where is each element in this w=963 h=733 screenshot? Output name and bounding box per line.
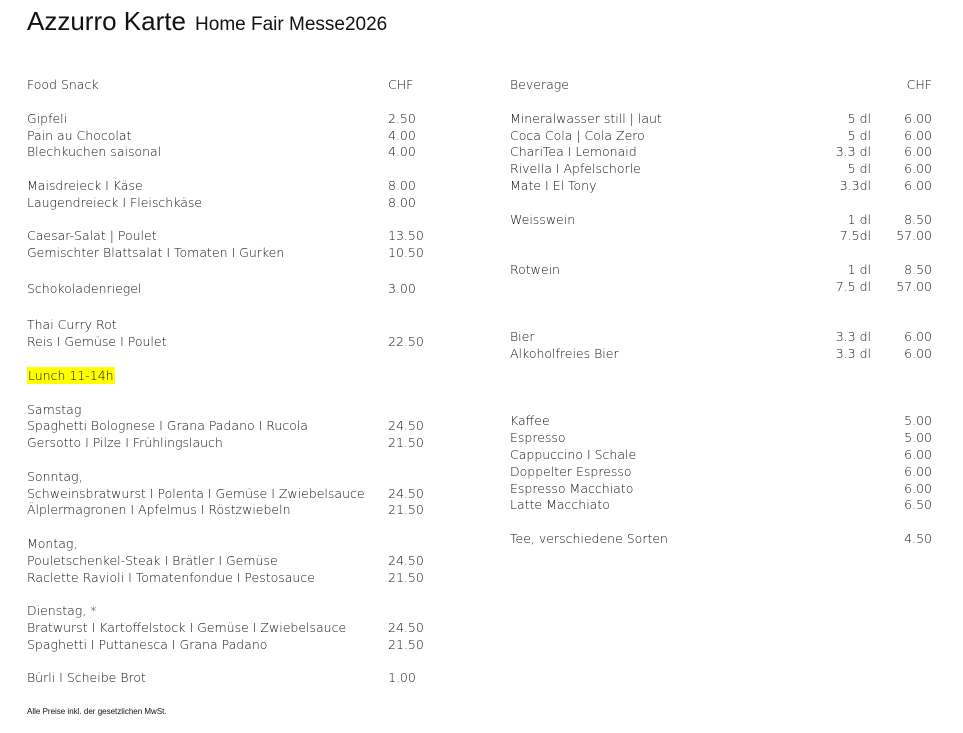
item-name: ChariTea I Lemonaid bbox=[510, 144, 637, 159]
food-item bbox=[27, 485, 427, 502]
beverage-header-row bbox=[510, 76, 932, 93]
item-price: 4.50 bbox=[904, 531, 932, 546]
item-price: 6.00 bbox=[904, 111, 932, 126]
item-name: Cappuccino I Schale bbox=[510, 447, 637, 462]
item-name: Latte Macchiato bbox=[510, 497, 610, 512]
item-price: 3.00 bbox=[388, 281, 416, 296]
item-price: 24.50 bbox=[388, 418, 424, 433]
food-item bbox=[27, 434, 427, 451]
food-item bbox=[27, 552, 427, 569]
item-size: 5 dl bbox=[847, 128, 871, 143]
food-item bbox=[27, 110, 427, 127]
item-size: 5 dl bbox=[847, 161, 871, 176]
beverage-item bbox=[510, 480, 932, 497]
item-price: 6.00 bbox=[904, 481, 932, 496]
item-name: Espresso bbox=[510, 430, 566, 445]
beverage-heading: Beverage bbox=[510, 77, 569, 92]
item-price: 4.00 bbox=[388, 128, 416, 143]
item-name: Blechkuchen saisonal bbox=[27, 144, 162, 159]
item-name: Caesar-Salat | Poulet bbox=[27, 228, 157, 243]
vat-footnote: Alle Preise inkl. der gesetzlichen MwSt. bbox=[27, 707, 167, 716]
item-name: Schweinsbratwurst I Polenta I Gemüse I Zwiebelsauce bbox=[27, 486, 365, 501]
food-item bbox=[27, 669, 427, 686]
food-item bbox=[27, 636, 427, 653]
food-item bbox=[27, 316, 427, 333]
item-price: 2.50 bbox=[388, 111, 416, 126]
item-name: Espresso Macchiato bbox=[510, 481, 634, 496]
item-name: Pain au Chocolat bbox=[27, 128, 132, 143]
item-name: Pouletschenkel-Steak I Brätler I Gemüse bbox=[27, 553, 278, 568]
beverage-currency: CHF bbox=[906, 77, 932, 92]
menu-title: Azzurro Karte bbox=[27, 6, 186, 36]
item-size: 7.5 dl bbox=[835, 279, 871, 294]
item-price: 5.00 bbox=[904, 413, 932, 428]
item-name: Kaffee bbox=[510, 413, 550, 428]
item-name: Alkoholfreies Bier bbox=[510, 346, 619, 361]
item-price: 6.00 bbox=[904, 161, 932, 176]
item-name: Gemischter Blattsalat I Tomaten I Gurken bbox=[27, 245, 285, 260]
food-item bbox=[27, 501, 427, 518]
beverage-item bbox=[510, 328, 932, 345]
item-price: 6.00 bbox=[904, 464, 932, 479]
event-subtitle: Home Fair Messe2026 bbox=[195, 14, 388, 35]
food-item bbox=[27, 619, 427, 636]
food-item bbox=[27, 280, 427, 297]
item-name: Rivella I Apfelschorle bbox=[510, 161, 641, 176]
item-price: 57.00 bbox=[896, 279, 932, 294]
item-size: 3.3 dl bbox=[835, 346, 871, 361]
food-item bbox=[27, 569, 427, 586]
item-price: 21.50 bbox=[388, 570, 424, 585]
page-title bbox=[27, 6, 387, 37]
food-item bbox=[27, 177, 427, 194]
food-item bbox=[27, 194, 427, 211]
item-size: 3.3 dl bbox=[835, 329, 871, 344]
item-name: Gersotto I Pilze I Frühlingslauch bbox=[27, 435, 223, 450]
item-name: Spaghetti I Puttanesca I Grana Padano bbox=[27, 637, 268, 652]
item-name: Montag, bbox=[27, 536, 78, 551]
item-price: 6.00 bbox=[904, 346, 932, 361]
item-price: 21.50 bbox=[388, 637, 424, 652]
item-name: Bratwurst I Kartoffelstock I Gemüse I Zwiebelsauce bbox=[27, 620, 347, 635]
item-name: Rotwein bbox=[510, 262, 560, 277]
item-price: 6.50 bbox=[904, 497, 932, 512]
item-name: Coca Cola | Cola Zero bbox=[510, 128, 645, 143]
item-name: Bürli I Scheibe Brot bbox=[27, 670, 146, 685]
beverage-item bbox=[510, 278, 932, 295]
item-price: 5.00 bbox=[904, 430, 932, 445]
item-size: 5 dl bbox=[847, 111, 871, 126]
day-heading bbox=[27, 535, 427, 552]
item-name: Schokoladenriegel bbox=[27, 281, 142, 296]
item-name: Maisdreieck I Käse bbox=[27, 178, 143, 193]
food-item bbox=[27, 143, 427, 160]
day-heading bbox=[27, 401, 427, 418]
lunch-highlight: Lunch 11-14h bbox=[28, 368, 114, 383]
item-price: 8.50 bbox=[904, 212, 932, 227]
food-heading: Food Snack bbox=[27, 77, 99, 92]
item-price: 10.50 bbox=[388, 245, 424, 260]
day-heading bbox=[27, 468, 427, 485]
item-name: Sonntag, bbox=[27, 469, 83, 484]
item-price: 21.50 bbox=[388, 502, 424, 517]
food-currency: CHF bbox=[388, 77, 414, 92]
item-name: Laugendreieck I Fleischkäse bbox=[27, 195, 203, 210]
beverage-item bbox=[510, 412, 932, 429]
item-name: Spaghetti Bolognese I Grana Padano I Rucola bbox=[27, 418, 308, 433]
beverage-item bbox=[510, 429, 932, 446]
item-price: 4.00 bbox=[388, 144, 416, 159]
item-name: Dienstag, * bbox=[27, 603, 97, 618]
item-size: 1 dl bbox=[847, 212, 871, 227]
beverage-item bbox=[510, 261, 932, 278]
item-name: Mineralwasser still | laut bbox=[510, 111, 662, 126]
food-item bbox=[27, 227, 427, 244]
item-name: Gipfeli bbox=[27, 111, 68, 126]
lunch-section-label bbox=[27, 367, 427, 384]
item-size: 1 dl bbox=[847, 262, 871, 277]
food-item bbox=[27, 244, 427, 261]
item-name: Thai Curry Rot bbox=[27, 317, 117, 332]
food-item bbox=[27, 127, 427, 144]
item-price: 6.00 bbox=[904, 178, 932, 193]
beverage-item bbox=[510, 110, 932, 127]
beverage-item bbox=[510, 143, 932, 160]
beverage-item bbox=[510, 160, 932, 177]
beverage-item bbox=[510, 446, 932, 463]
day-heading bbox=[27, 602, 427, 619]
food-item bbox=[27, 417, 427, 434]
item-price: 24.50 bbox=[388, 620, 424, 635]
item-name: Raclette Ravioli I Tomatenfondue I Pestosauce bbox=[27, 570, 315, 585]
item-price: 8.50 bbox=[904, 262, 932, 277]
item-size: 3.3dl bbox=[839, 178, 871, 193]
beverage-item bbox=[510, 530, 932, 547]
item-size: 7.5dl bbox=[839, 228, 871, 243]
beverage-item bbox=[510, 177, 932, 194]
item-price: 6.00 bbox=[904, 144, 932, 159]
item-price: 24.50 bbox=[388, 553, 424, 568]
food-item bbox=[27, 333, 427, 350]
beverage-item bbox=[510, 496, 932, 513]
item-price: 6.00 bbox=[904, 329, 932, 344]
item-size: 3.3 dl bbox=[835, 144, 871, 159]
item-price: 6.00 bbox=[904, 128, 932, 143]
item-price: 6.00 bbox=[904, 447, 932, 462]
item-name: Reis I Gemüse I Poulet bbox=[27, 334, 167, 349]
beverage-item bbox=[510, 127, 932, 144]
beverage-item bbox=[510, 211, 932, 228]
item-price: 24.50 bbox=[388, 486, 424, 501]
item-name: Mate I El Tony bbox=[510, 178, 597, 193]
item-price: 8.00 bbox=[388, 178, 416, 193]
item-price: 8.00 bbox=[388, 195, 416, 210]
beverage-item bbox=[510, 227, 932, 244]
item-name: Tee, verschiedene Sorten bbox=[510, 531, 668, 546]
item-name: Samstag bbox=[27, 402, 82, 417]
food-header-row bbox=[27, 76, 427, 93]
beverage-item bbox=[510, 345, 932, 362]
item-name: Bier bbox=[510, 329, 535, 344]
item-price: 57.00 bbox=[896, 228, 932, 243]
item-price: 22.50 bbox=[388, 334, 424, 349]
item-name: Älplermagronen I Apfelmus I Röstzwiebeln bbox=[27, 502, 291, 517]
item-name: Doppelter Espresso bbox=[510, 464, 632, 479]
item-price: 21.50 bbox=[388, 435, 424, 450]
item-price: 13.50 bbox=[388, 228, 424, 243]
item-price: 1.00 bbox=[388, 670, 416, 685]
item-name: Weisswein bbox=[510, 212, 576, 227]
beverage-item bbox=[510, 463, 932, 480]
